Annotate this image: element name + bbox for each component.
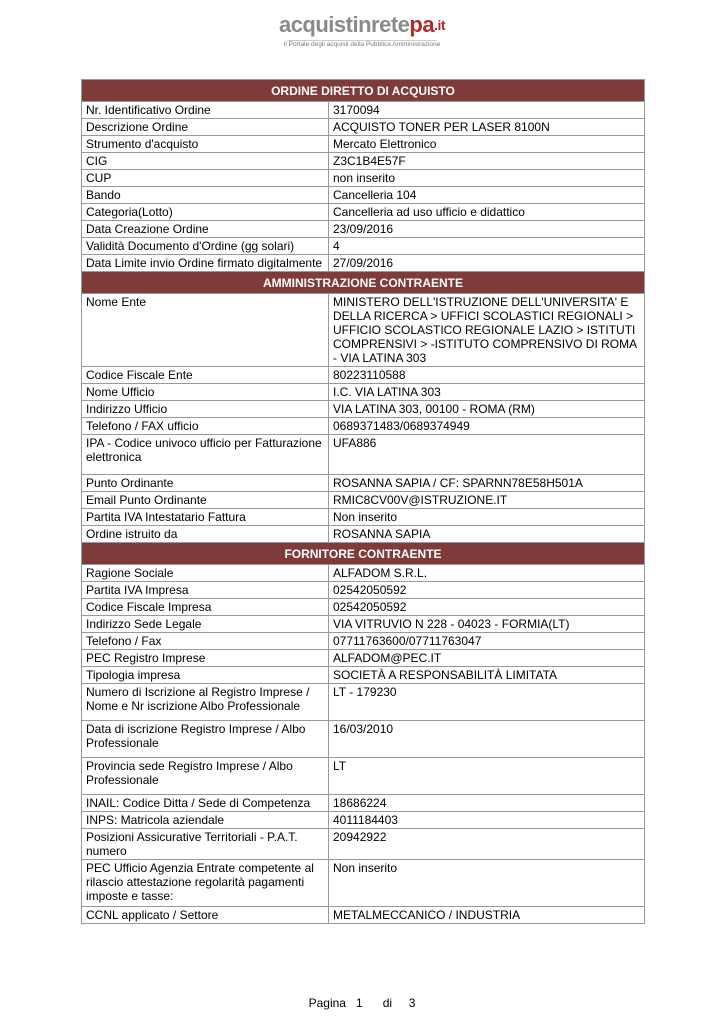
field-label: Partita IVA Intestatario Fattura bbox=[82, 509, 329, 526]
logo-tagline: Il Portale degli acquisti della Pubblica Amministrazione bbox=[283, 41, 441, 48]
fornitore-row bbox=[82, 907, 645, 924]
fornitore-row bbox=[82, 616, 645, 633]
field-value: RMIC8CV00V@ISTRUZIONE.IT bbox=[329, 492, 645, 509]
field-value: SOCIETÀ A RESPONSABILITÀ LIMITATA bbox=[329, 667, 645, 684]
field-value: LT - 179230 bbox=[329, 684, 645, 721]
field-value: METALMECCANICO / INDUSTRIA bbox=[329, 907, 645, 924]
amministrazione-row bbox=[82, 384, 645, 401]
field-label: Validità Documento d'Ordine (gg solari) bbox=[82, 238, 329, 255]
field-label: CUP bbox=[82, 170, 329, 187]
field-value: 02542050592 bbox=[329, 582, 645, 599]
field-value: I.C. VIA LATINA 303 bbox=[329, 384, 645, 401]
amministrazione-row bbox=[82, 526, 645, 543]
field-value: 20942922 bbox=[329, 829, 645, 860]
ordine-row bbox=[82, 119, 645, 136]
ordine-row bbox=[82, 102, 645, 119]
field-label: CCNL applicato / Settore bbox=[82, 907, 329, 924]
amministrazione-row bbox=[82, 475, 645, 492]
field-value: UFA886 bbox=[329, 435, 645, 475]
ordine-row bbox=[82, 153, 645, 170]
field-value: ROSANNA SAPIA bbox=[329, 526, 645, 543]
field-value: Cancelleria 104 bbox=[329, 187, 645, 204]
field-label: Telefono / FAX ufficio bbox=[82, 418, 329, 435]
field-label: Punto Ordinante bbox=[82, 475, 329, 492]
field-label: PEC Ufficio Agenzia Entrate competente al rilascio attestazione regolarità pagamenti imposte e tasse: bbox=[82, 860, 329, 907]
field-value: non inserito bbox=[329, 170, 645, 187]
field-value: 3170094 bbox=[329, 102, 645, 119]
field-label: Tipologia impresa bbox=[82, 667, 329, 684]
field-value: Cancelleria ad uso ufficio e didattico bbox=[329, 204, 645, 221]
field-label: INAIL: Codice Ditta / Sede di Competenza bbox=[82, 795, 329, 812]
field-value: 4 bbox=[329, 238, 645, 255]
field-label: Data Limite invio Ordine firmato digitalmente bbox=[82, 255, 329, 272]
fornitore-row bbox=[82, 599, 645, 616]
amministrazione-row bbox=[82, 492, 645, 509]
field-label: Indirizzo Ufficio bbox=[82, 401, 329, 418]
field-label: PEC Registro Imprese bbox=[82, 650, 329, 667]
logo-wordmark bbox=[0, 12, 724, 38]
field-label: Nr. Identificativo Ordine bbox=[82, 102, 329, 119]
amministrazione-row bbox=[82, 294, 645, 367]
field-label: Categoria(Lotto) bbox=[82, 204, 329, 221]
ordine-rows bbox=[82, 102, 645, 272]
field-value: VIA LATINA 303, 00100 - ROMA (RM) bbox=[329, 401, 645, 418]
field-label: Telefono / Fax bbox=[82, 633, 329, 650]
section-header-fornitore: FORNITORE CONTRAENTE bbox=[82, 543, 645, 565]
section-header-ordine: ORDINE DIRETTO DI ACQUISTO bbox=[82, 80, 645, 102]
field-label: Data di iscrizione Registro Imprese / Albo Professionale bbox=[82, 721, 329, 758]
field-label: Numero di Iscrizione al Registro Imprese / Nome e Nr iscrizione Albo Professionale bbox=[82, 684, 329, 721]
ordine-row bbox=[82, 238, 645, 255]
field-label: Codice Fiscale Ente bbox=[82, 367, 329, 384]
field-value: 02542050592 bbox=[329, 599, 645, 616]
ordine-row bbox=[82, 204, 645, 221]
field-label: Posizioni Assicurative Territoriali - P.A.T. numero bbox=[82, 829, 329, 860]
field-value: 4011184403 bbox=[329, 812, 645, 829]
field-label: Strumento d'acquisto bbox=[82, 136, 329, 153]
ordine-row bbox=[82, 221, 645, 238]
fornitore-row bbox=[82, 758, 645, 795]
field-label: Codice Fiscale Impresa bbox=[82, 599, 329, 616]
field-label: Email Punto Ordinante bbox=[82, 492, 329, 509]
ordine-row bbox=[82, 170, 645, 187]
ordine-row bbox=[82, 255, 645, 272]
ordine-row bbox=[82, 136, 645, 153]
amministrazione-row bbox=[82, 401, 645, 418]
ordine-row bbox=[82, 187, 645, 204]
field-value: LT bbox=[329, 758, 645, 795]
fornitore-row bbox=[82, 684, 645, 721]
field-label: Ordine istruito da bbox=[82, 526, 329, 543]
amministrazione-row bbox=[82, 418, 645, 435]
amministrazione-row bbox=[82, 435, 645, 475]
page-footer bbox=[0, 996, 724, 1010]
footer-pagina-label: Pagina bbox=[308, 996, 346, 1010]
footer-current-page: 1 bbox=[355, 996, 363, 1010]
field-value: Non inserito bbox=[329, 860, 645, 907]
field-value: 18686224 bbox=[329, 795, 645, 812]
field-value: ALFADOM@PEC.IT bbox=[329, 650, 645, 667]
field-value: 23/09/2016 bbox=[329, 221, 645, 238]
fornitore-rows bbox=[82, 565, 645, 924]
fornitore-row bbox=[82, 650, 645, 667]
field-value: Non inserito bbox=[329, 509, 645, 526]
amministrazione-row bbox=[82, 367, 645, 384]
logo-part-grey: acquistinrete bbox=[278, 12, 410, 37]
fornitore-row bbox=[82, 667, 645, 684]
footer-total-pages: 3 bbox=[408, 996, 416, 1010]
field-label: Nome Ente bbox=[82, 294, 329, 367]
amministrazione-rows bbox=[82, 294, 645, 543]
fornitore-row bbox=[82, 812, 645, 829]
section-header-amministrazione: AMMINISTRAZIONE CONTRAENTE bbox=[82, 272, 645, 294]
fornitore-row bbox=[82, 582, 645, 599]
field-label: Indirizzo Sede Legale bbox=[82, 616, 329, 633]
footer-di-label: di bbox=[382, 996, 393, 1010]
field-value: 16/03/2010 bbox=[329, 721, 645, 758]
field-label: Bando bbox=[82, 187, 329, 204]
field-value: 07711763600/07711763047 bbox=[329, 633, 645, 650]
order-table bbox=[81, 79, 645, 924]
fornitore-row bbox=[82, 795, 645, 812]
field-label: Nome Ufficio bbox=[82, 384, 329, 401]
field-value: 80223110588 bbox=[329, 367, 645, 384]
field-label: Partita IVA Impresa bbox=[82, 582, 329, 599]
field-value: VIA VITRUVIO N 228 - 04023 - FORMIA(LT) bbox=[329, 616, 645, 633]
fornitore-row bbox=[82, 565, 645, 582]
field-label: CIG bbox=[82, 153, 329, 170]
field-value: ROSANNA SAPIA / CF: SPARNN78E58H501A bbox=[329, 475, 645, 492]
field-label: Descrizione Ordine bbox=[82, 119, 329, 136]
field-label: Provincia sede Registro Imprese / Albo Professionale bbox=[82, 758, 329, 795]
fornitore-row bbox=[82, 829, 645, 860]
fornitore-row bbox=[82, 721, 645, 758]
field-value: ALFADOM S.R.L. bbox=[329, 565, 645, 582]
fornitore-row bbox=[82, 633, 645, 650]
field-label: IPA - Codice univoco ufficio per Fatturazione elettronica bbox=[82, 435, 329, 475]
logo-part-red: pa bbox=[409, 12, 435, 37]
field-value: 27/09/2016 bbox=[329, 255, 645, 272]
field-value: 0689371483/0689374949 bbox=[329, 418, 645, 435]
logo-part-it: .it bbox=[434, 17, 446, 33]
field-value: MINISTERO DELL'ISTRUZIONE DELL'UNIVERSITA' E DELLA RICERCA > UFFICI SCOLASTICI REGIONALI > UFFICIO SCOLASTICO REGIONALE LAZIO > ISTITUTI COMPRENSIVI > -ISTITUTO COMPRENSIVO DI ROMA - VIA LATINA 303 bbox=[329, 294, 645, 367]
field-label: Data Creazione Ordine bbox=[82, 221, 329, 238]
field-value: Mercato Elettronico bbox=[329, 136, 645, 153]
field-label: Ragione Sociale bbox=[82, 565, 329, 582]
field-value: Z3C1B4E57F bbox=[329, 153, 645, 170]
portal-logo bbox=[0, 12, 724, 48]
field-value: ACQUISTO TONER PER LASER 8100N bbox=[329, 119, 645, 136]
fornitore-row bbox=[82, 860, 645, 907]
amministrazione-row bbox=[82, 509, 645, 526]
field-label: INPS: Matricola aziendale bbox=[82, 812, 329, 829]
